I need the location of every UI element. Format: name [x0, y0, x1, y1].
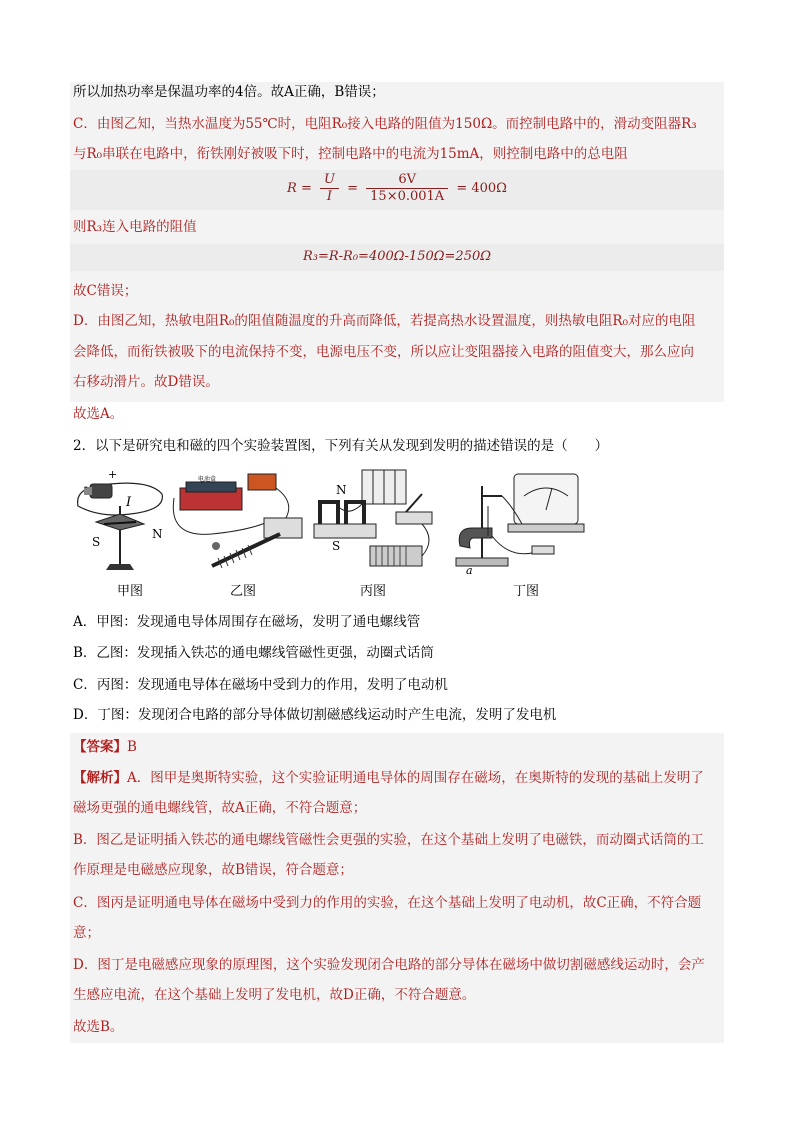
text-line: C．图丙是证明通电导体在磁场中受到力的作用的实验，在这个基础上发明了电动机，故C正确，不符合题 — [73, 895, 702, 911]
caption-bing: 丙图 — [360, 584, 387, 599]
fraction-u-over-i — [320, 172, 339, 205]
answer-line — [73, 737, 137, 757]
label-south: S — [332, 539, 341, 553]
figure-jia-oersted — [70, 466, 170, 578]
label-a: a — [466, 564, 473, 577]
answer-value: B — [127, 739, 137, 755]
text-line: D．由图乙知，热敏电阻R₀的阻值随温度的升高而降低，若提高热水设置温度，则热敏电阻R₀对应的电阻 — [73, 313, 696, 329]
fraction-denominator: 15×0.001A — [370, 189, 445, 204]
analysis-line — [73, 768, 704, 788]
label-minus: - — [84, 480, 88, 493]
text-line: 意； — [73, 925, 100, 941]
fraction-numerator: U — [320, 172, 339, 189]
formula-lhs: R = — [287, 181, 312, 196]
text-line: C．由图乙知，当热水温度为55℃时，电阻R₀接入电路的阻值为150Ω。而控制电路中的，滑动变阻器R₃ — [73, 116, 697, 132]
label-current: I — [126, 495, 132, 510]
formula-r3: R₃=R-R₀=400Ω-150Ω=250Ω — [302, 249, 492, 264]
formula-equals: = — [347, 181, 359, 196]
figure-yi-electromagnet — [172, 468, 307, 580]
option-c: C．丙图：发现通电导体在磁场中受到力的作用，发明了电动机 — [73, 677, 448, 693]
text-line: 会降低，而衔铁被吸下的电流保持不变，电源电压不变，所以应让变阻器接入电路的阻值变大，那么应向 — [73, 344, 694, 360]
caption-jia: 甲图 — [117, 584, 144, 599]
text-line: 故选A。 — [73, 406, 124, 422]
label-north: N — [152, 527, 163, 541]
fraction-numerator: 6V — [366, 172, 448, 189]
text-line: D．图丁是电磁感应现象的原理图，这个实验发现闭合电路的部分导体在磁场中做切割磁感线运动时，会产 — [73, 957, 705, 973]
text-line: 则R₃连入电路的阻值 — [73, 219, 197, 235]
label-south: S — [92, 535, 101, 549]
formula-rhs: = 400Ω — [456, 181, 507, 196]
fraction-values — [366, 172, 448, 205]
caption-ding: 丁图 — [513, 584, 540, 599]
formula-total-resistance — [70, 172, 724, 205]
text-line: 磁场更强的通电螺线管，故A正确，不符合题意； — [73, 800, 367, 816]
analysis-text: A．图甲是奥斯特实验，这个实验证明通电导体的周围存在磁场，在奥斯特的发现的基础上发明了 — [127, 770, 704, 786]
answer-tag: 【答案】 — [73, 739, 127, 755]
text-line: B．图乙是证明插入铁芯的通电螺线管磁性会更强的实验，在这个基础上发明了电磁铁，而动圈式话筒的工 — [73, 832, 704, 848]
text-line: 与R₀串联在电路中，衔铁刚好被吸下时，控制电路中的电流为15mA，则控制电路中的总电阻 — [73, 146, 628, 162]
text-line: 故选B。 — [73, 1019, 124, 1035]
text-line: 所以加热功率是保温功率的4倍。故A正确，B错误； — [73, 84, 385, 100]
text-line: 右移动滑片。故D错误。 — [73, 374, 219, 390]
option-d: D．丁图：发现闭合电路的部分导体做切割磁感线运动时产生电流，发明了发电机 — [73, 707, 557, 723]
label-north: N — [336, 483, 347, 497]
label-plus: + — [108, 468, 118, 481]
figure-ding-generator — [452, 466, 602, 578]
option-b: B．乙图：发现插入铁芯的通电螺线管磁性更强，动圈式话筒 — [73, 645, 434, 661]
text-line: 故C错误； — [73, 283, 138, 299]
caption-yi: 乙图 — [230, 584, 257, 599]
question-2: 2．以下是研究电和磁的四个实验装置图，下列有关从发现到发明的描述错误的是（ ） — [73, 438, 609, 454]
text-line: 生感应电流，在这个基础上发明了发电机，故D正确，不符合题意。 — [73, 987, 476, 1003]
analysis-tag: 【解析】 — [73, 770, 127, 786]
fraction-denominator: I — [326, 189, 333, 204]
label-battery-box: 电池盒 — [198, 476, 217, 483]
text-line: 作原理是电磁感应现象，故B错误，符合题意； — [73, 862, 353, 878]
figure-bing-motor — [310, 464, 440, 579]
option-a: A．甲图：发现通电导体周围存在磁场，发明了通电螺线管 — [73, 614, 421, 630]
